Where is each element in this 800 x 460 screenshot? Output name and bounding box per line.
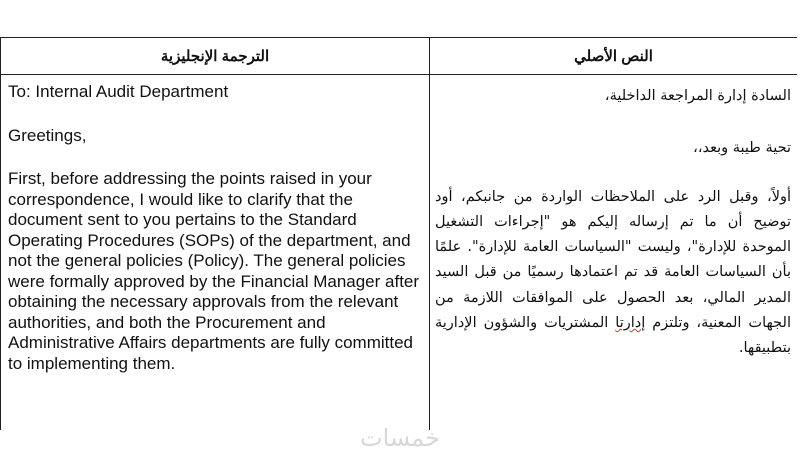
watermark: خمسات bbox=[359, 424, 441, 452]
column-divider bbox=[429, 38, 430, 430]
arabic-body-part2: المشتريات والشؤون الإدارية بتطبيقها. bbox=[435, 315, 791, 357]
arabic-to-line: السادة إدارة المراجعة الداخلية، bbox=[604, 88, 791, 104]
arabic-body bbox=[435, 185, 791, 362]
spellcheck-flagged-word: إدارتا bbox=[615, 315, 646, 332]
header-original: النص الأصلي bbox=[430, 38, 797, 75]
english-body: First, before addressing the points raised in your correspondence, I would like to clarify that the document sent to you pertains to the Standard Operating Procedures (SOPs) of the department, and not the general policies (Policy). The general policies were formally approved by the Financial Manager after obtaining the necessary approvals from the relevant authorities, and both the Procurement and Administrative Affairs departments are fully committed to implementing them. bbox=[8, 169, 420, 373]
english-greeting: Greetings, bbox=[8, 125, 87, 145]
arabic-original-cell bbox=[435, 84, 791, 362]
english-translation-cell bbox=[8, 82, 422, 374]
english-to-line: To: Internal Audit Department bbox=[8, 82, 229, 101]
arabic-greeting: تحية طيبة وبعد،، bbox=[693, 140, 791, 157]
header-translation: الترجمة الإنجليزية bbox=[1, 38, 429, 75]
arabic-body-part1: أولاً، وقبل الرد على الملاحظات الواردة من جانبكم، أود توضيح أن ما تم إرساله إليكم هو "إجراءات التشغيل الموحدة للإدارة"، وليست "السياسات العامة للإدارة". علمًا بأن السياسات العامة قد تم اعتمادها رسميًا من قبل السيد المدير المالي، بعد الحصول على الموافقات اللازمة من الجهات المعنية، وتلتزم bbox=[435, 188, 791, 332]
translation-table bbox=[0, 37, 797, 430]
